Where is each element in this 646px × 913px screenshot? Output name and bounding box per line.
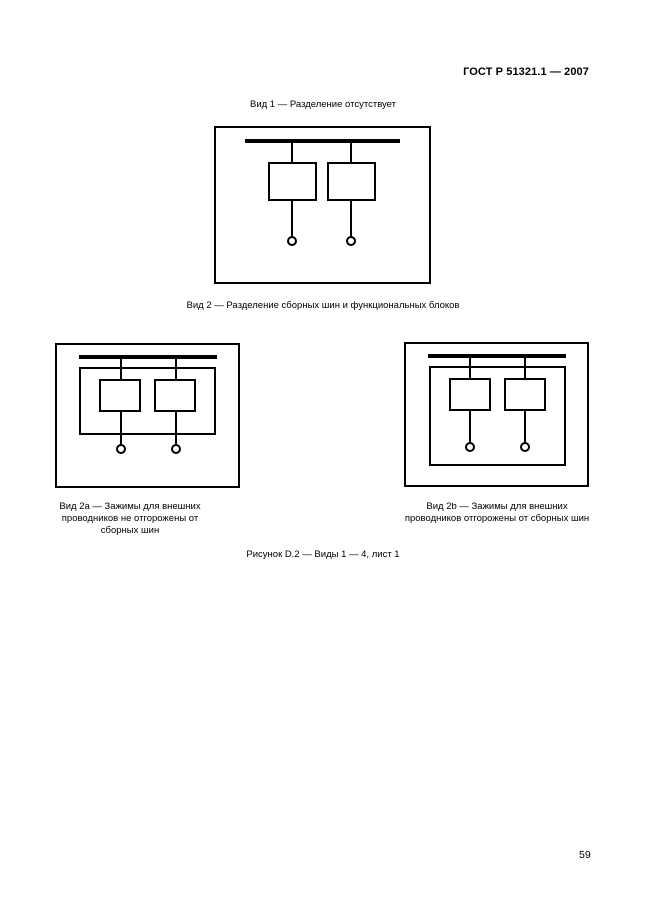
terminal-right xyxy=(172,445,180,453)
view2b-caption: Вид 2b — Зажимы для внешних проводников отгорожены от сборных шин xyxy=(404,501,590,524)
view1-diagram xyxy=(214,126,431,284)
terminal-left xyxy=(466,443,474,451)
functional-block-right xyxy=(328,163,375,200)
figure-caption: Рисунок D.2 — Виды 1 — 4, лист 1 xyxy=(246,549,400,560)
page-number: 59 xyxy=(579,849,591,861)
enclosure-frame xyxy=(215,127,430,283)
view2b-diagram xyxy=(404,342,589,487)
view1-caption: Вид 1 — Разделение отсутствует xyxy=(249,99,396,110)
terminal-left xyxy=(117,445,125,453)
functional-block-right xyxy=(505,379,545,410)
view2a-caption: Вид 2a — Зажимы для внешних проводников не отгорожены от сборных шин xyxy=(59,501,201,536)
document-header: ГОСТ Р 51321.1 — 2007 xyxy=(463,66,589,78)
functional-block-right xyxy=(155,380,195,411)
functional-block-left xyxy=(269,163,316,200)
view2-caption: Вид 2 — Разделение сборных шин и функциональных блоков xyxy=(186,300,460,311)
functional-block-left xyxy=(100,380,140,411)
enclosure-frame xyxy=(56,344,239,487)
terminal-right xyxy=(347,237,355,245)
functional-block-left xyxy=(450,379,490,410)
terminal-left xyxy=(288,237,296,245)
terminal-right xyxy=(521,443,529,451)
view2a-diagram xyxy=(55,343,240,488)
